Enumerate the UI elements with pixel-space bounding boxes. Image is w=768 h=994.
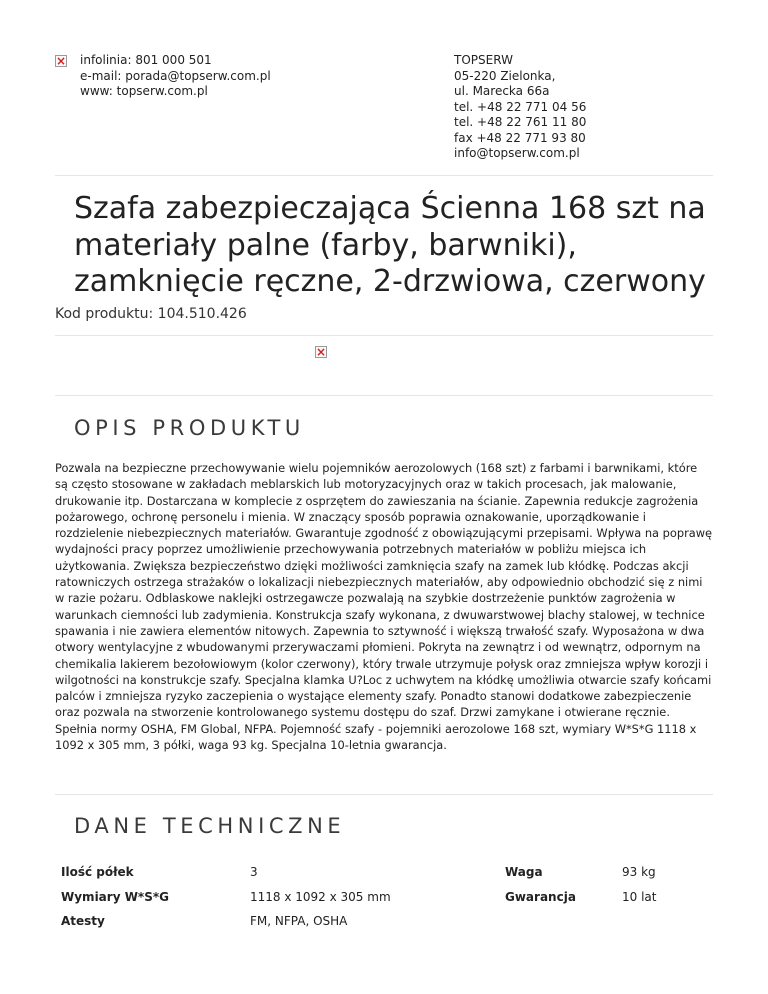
address-street: ul. Marecka 66a [454, 84, 550, 98]
spec-value-shelves: 3 [250, 865, 258, 879]
spec-value-weight: 93 kg [622, 865, 656, 879]
spec-label-certificates: Atesty [61, 914, 105, 928]
title-divider [55, 335, 713, 336]
spec-label-weight: Waga [505, 865, 543, 879]
description-text: Pozwala na bezpieczne przechowywanie wielu pojemników aerozolowych (168 szt) z farbami i barwnikami, które są często stosowane w zakładach meblarskich lub motoryzacyjnych oraz w takich procesach, jak malowanie, drukowanie itp. Dostarczana w komplecie z osprzętem do zawieszania na ścianie. Zapewnia redukcje zagrożenia pożarowego, ochronę personelu i mienia. W znaczący sposób poprawia oznakowanie, uporządkowanie i rozdzielenie niebezpiecznych materiałów. Gwarantuje zgodność z obowiązującymi przepisami. Wpływa na poprawę wydajności pracy poprzez umożliwienie przechowywania potrzebnych materiałów w pobliżu miejsca ich użytkowania. Zwiększa bezpieczeństwo dzięki możliwości zamknięcia szafy na zamek lub kłódkę. Podczas akcji ratowniczych ostrzega strażaków o lokalizacji niebezpiecznych materiałów, aby odpowiednio obchodzić się z nimi w razie pożaru. Odblaskowe naklejki ostrzegawcze pozwalają na szybkie dostrzeżenie punktów zagrożenia w warunkach ciemności lub zadymienia. Konstrukcja szafy wykonana, z dwuwarstwowej blachy stalowej, w technice spawania i nie zawiera elementów nitowych. Zapewnia to sztywność i większą trwałość szafy. Wyposażona w dwa otwory wentylacyjne z wbudowanymi przerywaczami płomieni. Pokryta na zewnątrz i od wewnątrz, odpornym na chemikalia lakierem bezołowiowym (kolor czerwony), który trwale utrzymuje połysk oraz zmniejsza wpływ korozji i wilgotności na konstrukcje szafy. Specjalna klamka U?Loc z uchwytem na kłódkę umożliwia otwarcie szafy końcami palców i zmniejsza ryzyko zaczepienia o wystające elementy szafy. Ponadto stanowi dodatkowe zabezpieczenie oraz pozwala na stworzenie kontrolowanego systemu dostępu do szaf. Drzwi zamykane i otwierane ręcznie. Spełnia normy OSHA, FM Global, NFPA. Pojemność szafy - pojemniki aerozolowe 168 szt, wymiary W*S*G 1118 x 1092 x 305 mm, 3 półki, waga 93 kg. Specjalna 10-letnia gwarancja. [55, 461, 713, 753]
spec-label-warranty: Gwarancja [505, 890, 576, 904]
product-code: Kod produktu: 104.510.426 [55, 306, 247, 322]
website-text: www: topserw.com.pl [80, 84, 208, 98]
email-text: e-mail: porada@topserw.com.pl [80, 68, 271, 83]
phone-2: tel. +48 22 761 11 80 [454, 115, 587, 129]
spec-label-dimensions: Wymiary W*S*G [61, 890, 169, 904]
product-broken-image-icon [315, 346, 327, 358]
logo-broken-image-icon [55, 55, 67, 67]
spec-value-dimensions: 1118 x 1092 x 305 mm [250, 890, 391, 904]
company-email: info@topserw.com.pl [454, 146, 580, 160]
header-divider [55, 175, 713, 176]
description-divider [55, 794, 713, 795]
spec-value-warranty: 10 lat [622, 890, 657, 904]
address-postal: 05-220 Zielonka, [454, 68, 556, 83]
contact-info [80, 53, 271, 100]
spec-value-certificates: FM, NFPA, OSHA [250, 914, 348, 928]
specs-heading: DANE TECHNICZNE [74, 814, 346, 838]
phone-1: tel. +48 22 771 04 56 [454, 99, 587, 114]
spec-label-shelves: Ilość półek [61, 865, 134, 879]
image-divider [55, 395, 713, 396]
hotline-text: infolinia: 801 000 501 [80, 53, 212, 67]
company-address [454, 53, 586, 162]
fax-text: fax +48 22 771 93 80 [454, 130, 586, 145]
product-title: Szafa zabezpieczająca Ścienna 168 szt na materiały palne (farby, barwniki), zamknięcie ręczne, 2-drzwiowa, czerwony [74, 191, 706, 299]
description-heading: OPIS PRODUKTU [74, 416, 305, 440]
company-name: TOPSERW [454, 53, 513, 67]
